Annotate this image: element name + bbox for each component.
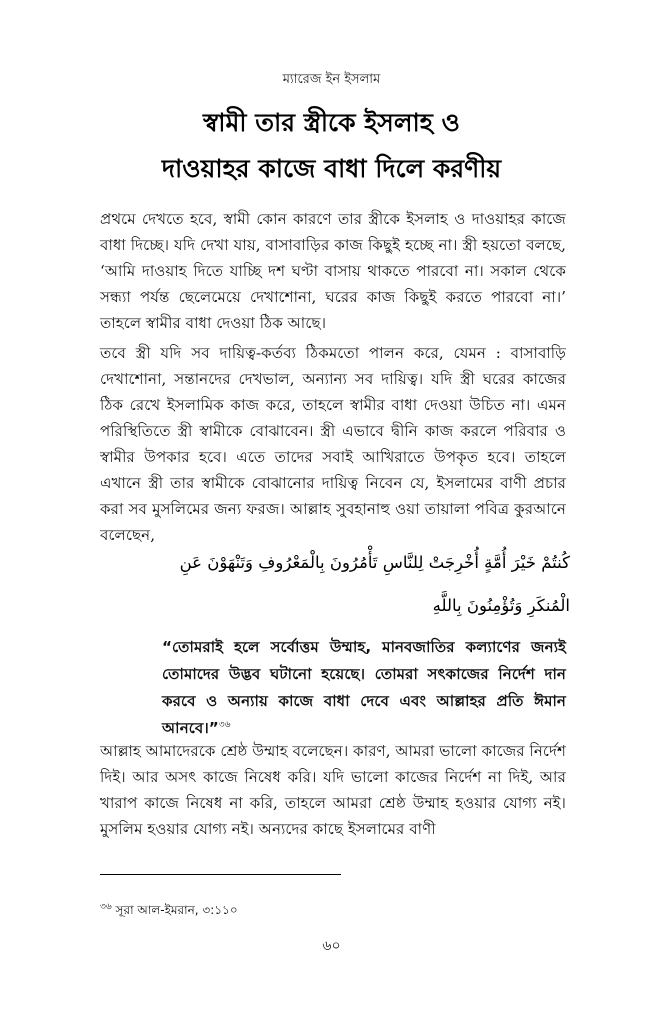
verse-translation-text: “তোমরাই হলে সর্বোত্তম উম্মাহ, মানবজাতির কল্যাণের জন্যই তোমাদের উদ্ভব ঘটানো হয়েছে। তোমরা সৎকাজের নির্দেশ দান করবে ও অন্যায় কাজে বাধা দেবে এবং আল্লাহর প্রতি ঈমান আনবে।” xyxy=(162,638,566,737)
paragraph-1: প্রথমে দেখতে হবে, স্বামী কোন কারণে তার স্ত্রীকে ইসলাহ ও দাওয়াহর কাজে বাধা দিচ্ছে। যদি দেখা যায়, বাসাবাড়ির কাজ কিছুই হচ্ছে না। স্ত্রী হয়তো বলছে, ‘আমি দাওয়াহ দিতে যাচ্ছি দশ ঘণ্টা বাসায় থাকতে পারবো না। সকাল থেকে সন্ধ্যা পর্যন্ত ছেলেমেয়ে দেখাশোনা, ঘরের কাজ কিছুই করতে পারবো না।’ তাহলে স্বামীর বাধা দেওয়া ঠিক আছে। xyxy=(100,210,567,332)
footnote-text: সূরা আল-ইমরান, ৩:১১০ xyxy=(115,903,238,917)
chapter-title xyxy=(40,100,623,192)
chapter-title-line-1: স্বামী তার স্ত্রীকে ইসলাহ ও xyxy=(203,108,460,137)
quran-verse-arabic-line-1: كُنتُمْ خَيْرَ أُمَّةٍ أُخْرِجَتْ لِلنَّاسِ تَأْمُرُونَ بِالْمَعْرُوفِ وَتَنْهَوْنَ عَنِ xyxy=(179,553,570,572)
chapter-title-line-2: দাওয়াহর কাজে বাধা দিলে করণীয় xyxy=(161,154,502,183)
footnote xyxy=(100,902,238,922)
footnote-divider xyxy=(100,874,341,875)
paragraph-2: তবে স্ত্রী যদি সব দায়িত্ব-কর্তব্য ঠিকমতো পালন করে, যেমন : বাসাবাড়ি দেখাশোনা, সন্তানদের দেখভাল, অন্যান্য সব দায়িত্ব। যদি স্ত্রী ঘরের কাজের ঠিক রেখে ইসলামিক কাজ করে, তাহলে স্বামীর বাধা দেওয়া উচিত না। এমন পরিস্থিতিতে স্ত্রী স্বামীকে বোঝাবেন। স্ত্রী এভাবে দ্বীনি কাজ করলে পরিবার ও স্বামীর উপকার হবে। এতে তাদের সবাই আখিরাতে উপকৃত হবে। তাহলে এখানে স্ত্রী তার স্বামীকে বোঝানোর দায়িত্ব নিবেন যে, ইসলামের বাণী প্রচার করা সব মুসলিমের জন্য ফরজ। আল্লাহ সুবহানাহু ওয়া তায়ালা পবিত্র কুরআনে বলেছেন, xyxy=(100,344,566,544)
paragraph-3: আল্লাহ আমাদেরকে শ্রেষ্ঠ উম্মাহ বলেছেন। কারণ, আমরা ভালো কাজের নির্দেশ দিই। আর অসৎ কাজে নিষেধ করি। যদি ভালো কাজের নির্দেশ না দিই, আর খারাপ কাজে নিষেধ না করি, তাহলে আমরা শ্রেষ্ঠ উম্মাহ হওয়ার যোগ্য নই। মুসলিম হওয়ার যোগ্য নই। অন্যদের কাছে ইসলামের বাণী xyxy=(100,742,566,838)
page-number: ৬০ xyxy=(322,938,341,954)
footnote-number: ৩৬ xyxy=(100,902,112,912)
quran-verse-arabic-line-2: الْمُنكَرِ وَتُؤْمِنُونَ بِاللَّهِ xyxy=(432,596,570,615)
verse-translation xyxy=(162,634,566,742)
running-header: ম্যারেজ ইন ইসলাম xyxy=(282,72,381,87)
footnote-reference[interactable]: ৩৬ xyxy=(218,719,231,730)
